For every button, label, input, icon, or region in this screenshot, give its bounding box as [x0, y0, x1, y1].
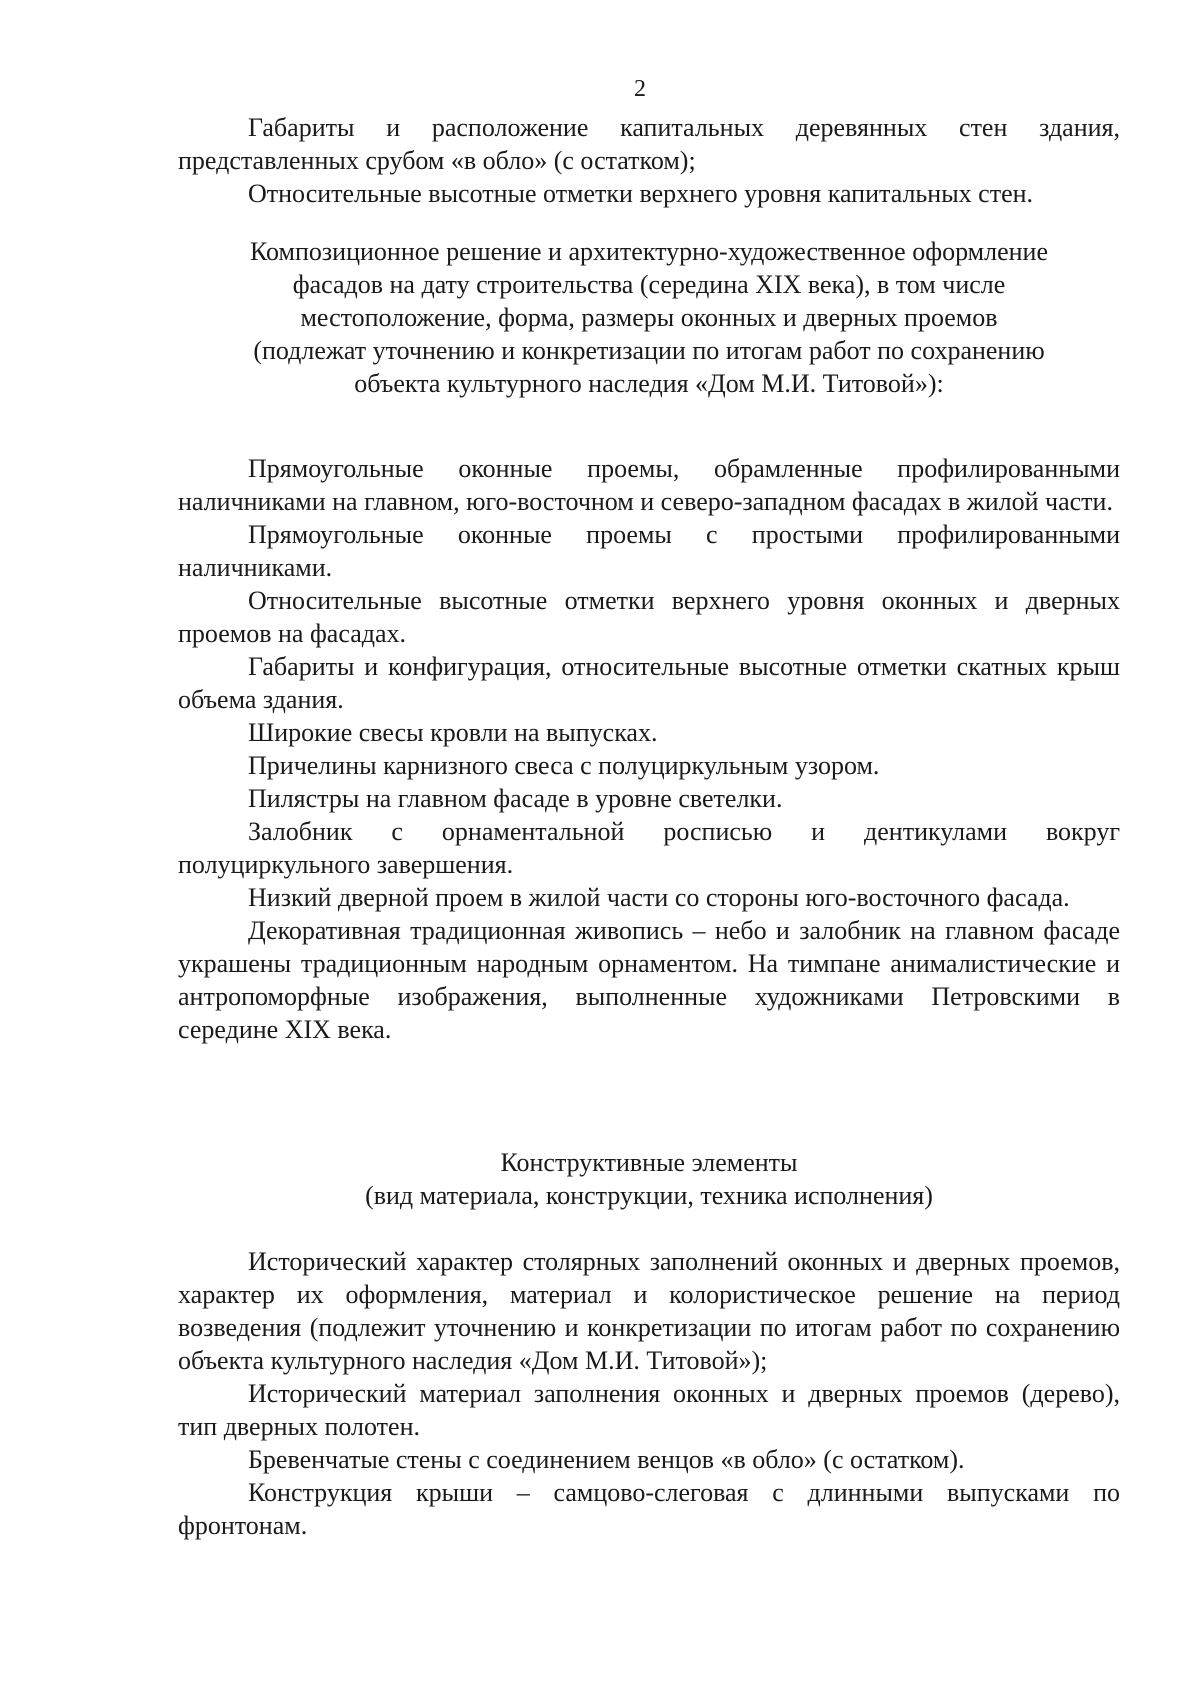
construction-items-section — [178, 1245, 1120, 1542]
paragraph: Причелины карнизного свеса с полуциркульным узором. — [248, 751, 880, 780]
paragraph: Пилястры на главном фасаде в уровне светелки. — [248, 784, 783, 813]
paragraph: Относительные высотные отметки верхнего уровня оконных и дверных проемов на фасадах. — [178, 586, 1120, 648]
facade-items-section — [178, 452, 1120, 1046]
paragraph: Декоративная традиционная живопись – небо и залобник на главном фасаде украшены традиционным народным орнаментом. На тимпане анималистические и антропоморфные изображения, выполненные художниками Петровскими в середине XIX века. — [178, 916, 1120, 1044]
paragraph: Низкий дверной проем в жилой части со стороны юго-восточного фасада. — [248, 883, 1070, 912]
heading-line: местоположение, форма, размеры оконных и дверных проемов — [300, 303, 998, 332]
construction-heading — [178, 1146, 1120, 1212]
heading-line: Композиционное решение и архитектурно-художественное оформление — [249, 237, 1049, 266]
heading-line: (подлежат уточнению и конкретизации по итогам работ по сохранению — [253, 336, 1045, 365]
intro-section — [178, 111, 1120, 210]
paragraph: Габариты и конфигурация, относительные высотные отметки скатных крыш объема здания. — [178, 652, 1120, 714]
paragraph: Относительные высотные отметки верхнего уровня капитальных стен. — [248, 179, 1034, 208]
heading-line: фасадов на дату строительства (середина XIX века), в том числе — [292, 270, 1006, 299]
paragraph: Бревенчатые стены с соединением венцов «в обло» (с остатком). — [248, 1445, 965, 1474]
paragraph: Прямоугольные оконные проемы с простыми профилированными наличниками. — [178, 520, 1120, 582]
paragraph: Прямоугольные оконные проемы, обрамленные профилированными наличниками на главном, юго-восточном и северо-западном фасадах в жилой части. — [178, 454, 1120, 516]
heading-line: Конструктивные элементы — [500, 1148, 798, 1177]
facade-heading — [178, 235, 1120, 400]
paragraph: Широкие свесы кровли на выпусках. — [248, 718, 658, 747]
paragraph: Исторический характер столярных заполнений оконных и дверных проемов, характер их оформления, материал и колористическое решение на период возведения (подлежит уточнению и конкретизации по итогам работ по сохранению объекта культурного наследия «Дом М.И. Титовой»); — [178, 1247, 1120, 1375]
paragraph: Залобник с орнаментальной росписью и дентикулами вокруг полуциркульного завершения. — [178, 817, 1120, 879]
page-number: 2 — [634, 76, 646, 102]
paragraph: Конструкция крыши – самцово-слеговая с длинными выпусками по фронтонам. — [178, 1478, 1120, 1540]
paragraph: Исторический материал заполнения оконных и дверных проемов (дерево), тип дверных полотен. — [178, 1379, 1120, 1441]
paragraph: Габариты и расположение капитальных деревянных стен здания, представленных срубом «в обло» (с остатком); — [178, 113, 1120, 175]
heading-line: (вид материала, конструкции, техника исполнения) — [365, 1181, 933, 1210]
heading-line: объекта культурного наследия «Дом М.И. Титовой»): — [354, 369, 944, 398]
